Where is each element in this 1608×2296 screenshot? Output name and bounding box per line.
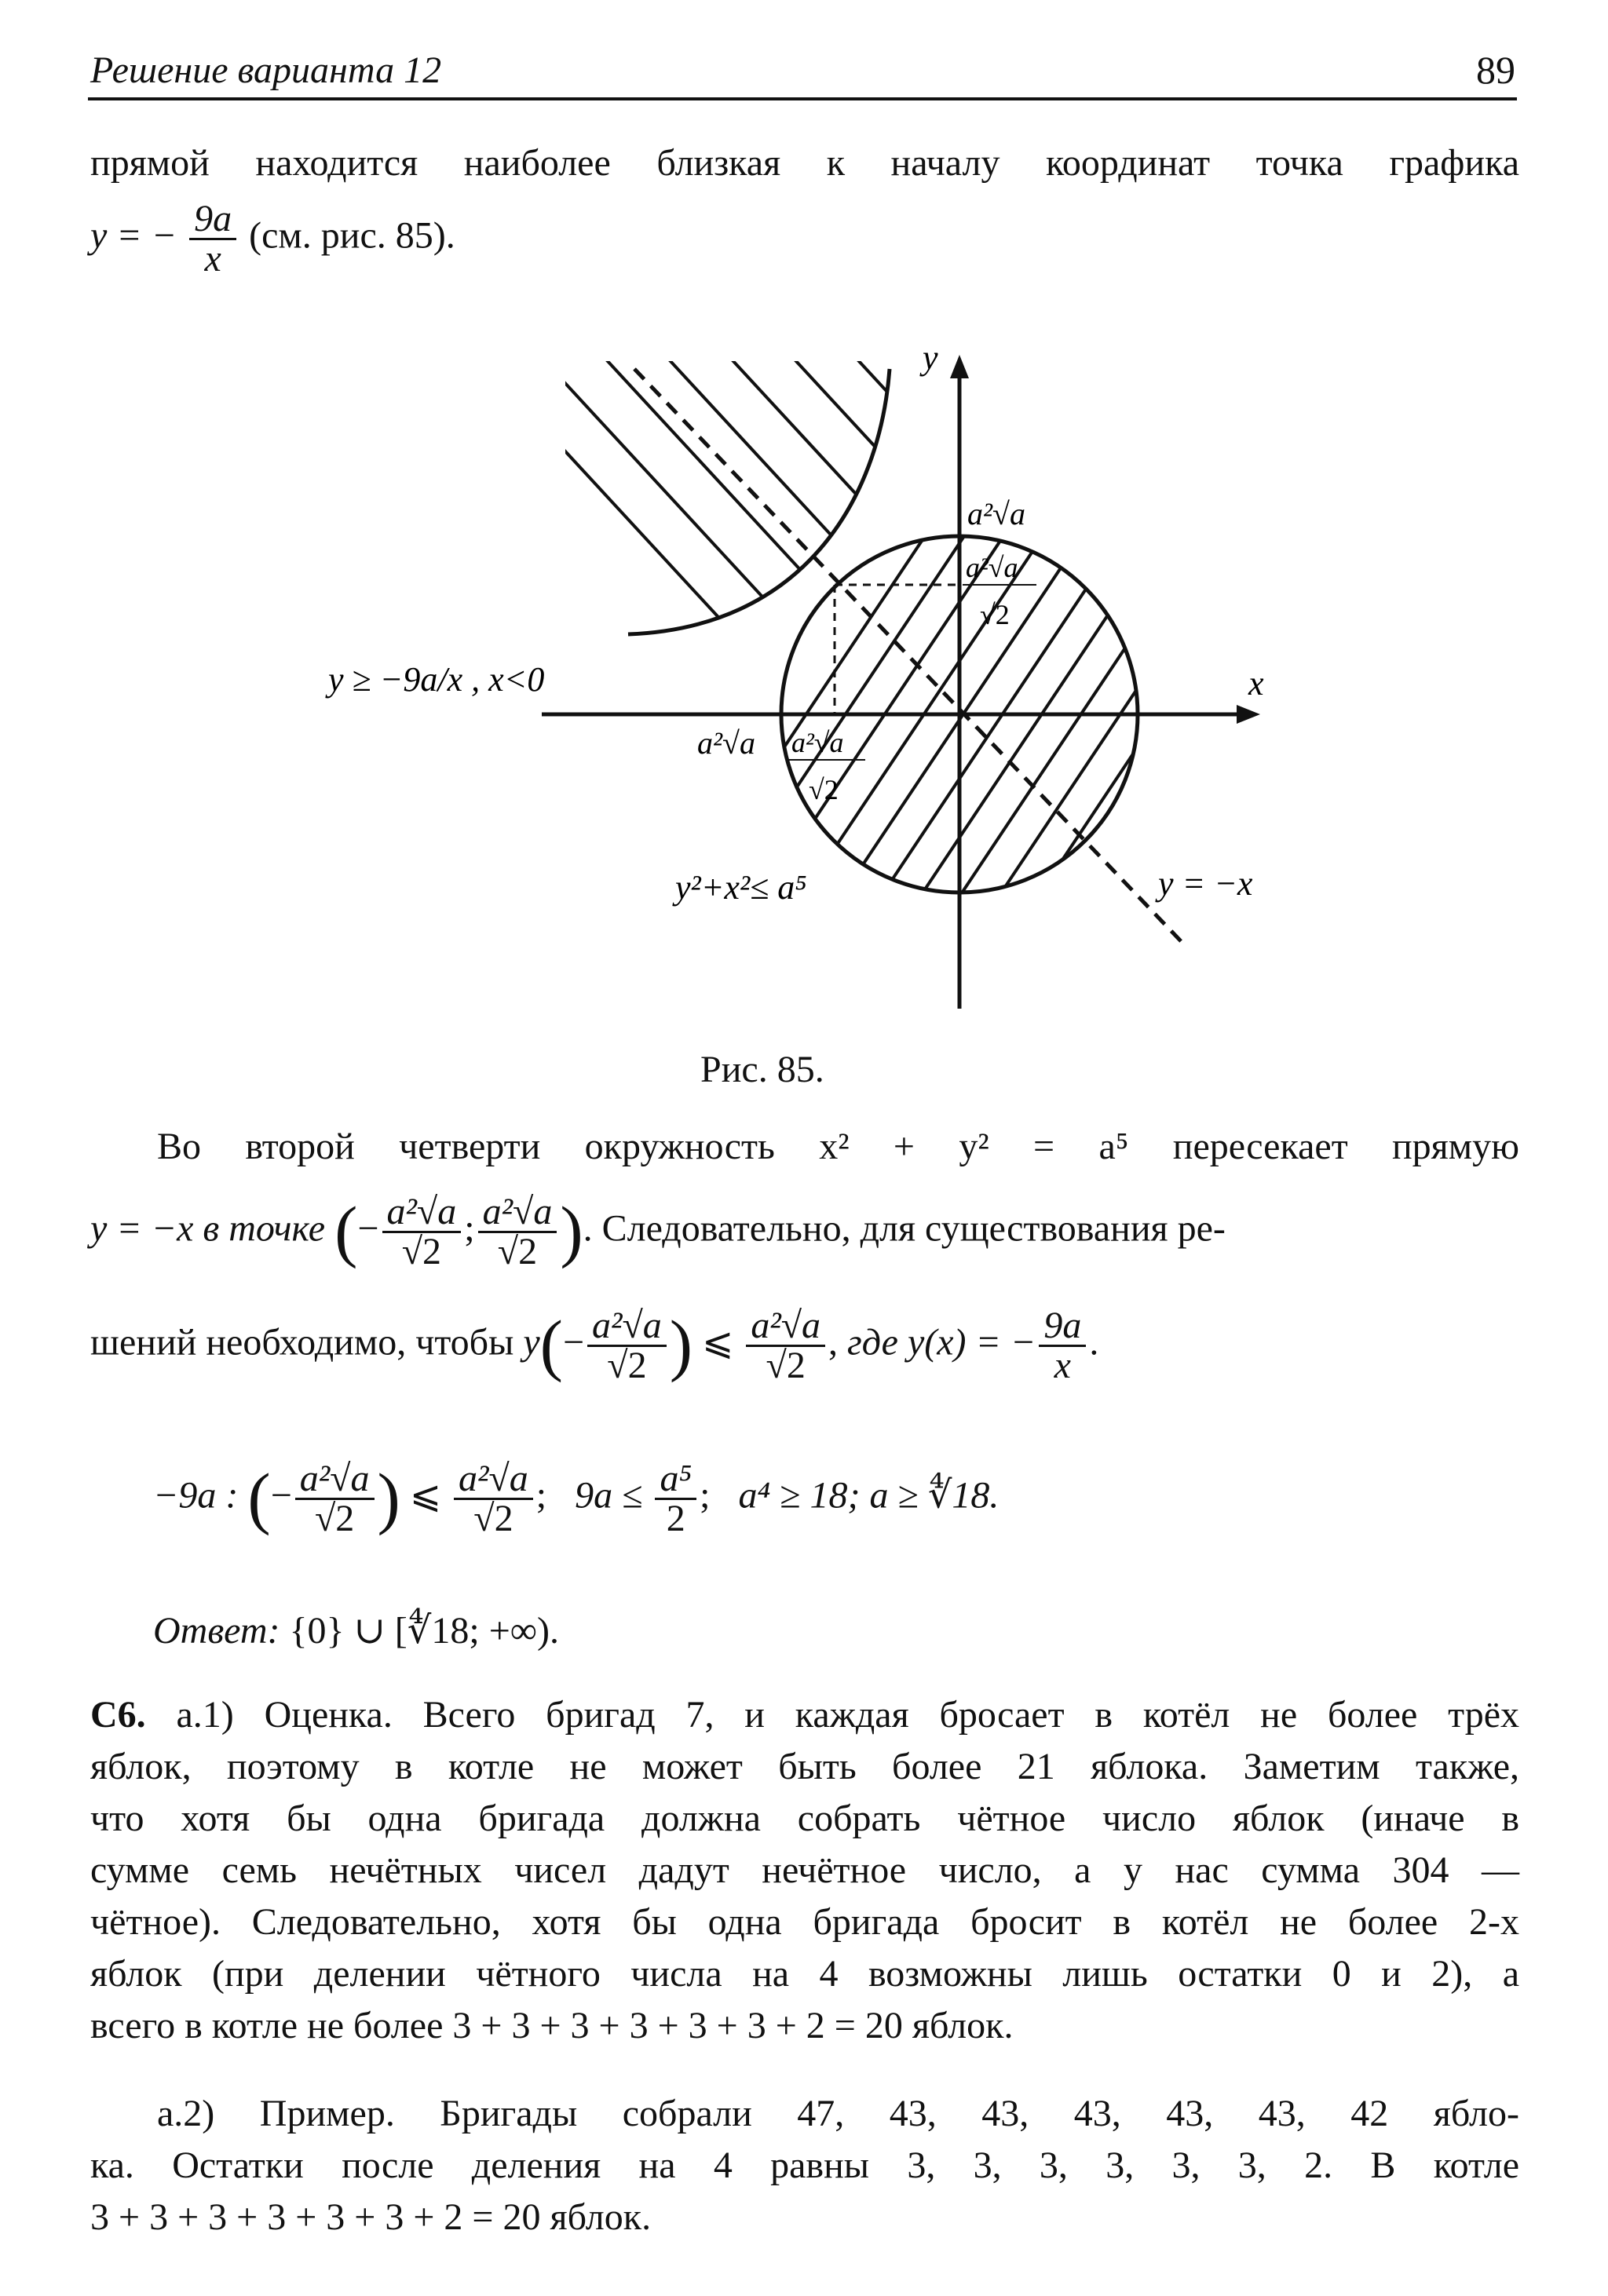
p1-line-2-b: Следовательно, для существования ре- xyxy=(601,1207,1226,1250)
frac-cond-rhs-den: √2 xyxy=(766,1345,806,1386)
formula-frac3-den: 2 xyxy=(666,1498,685,1539)
x-axis-arrow xyxy=(1237,705,1260,724)
c6-line-5: чётное). Следовательно, хотя бы одна бригада бросит в котёл не более 2-х xyxy=(90,1901,1519,1943)
formula-frac3-num: a⁵ xyxy=(655,1460,696,1500)
frac-yx-den: x xyxy=(1054,1345,1071,1386)
running-header-title: Решение варианта 12 xyxy=(90,49,442,91)
formula-c: a⁴ ≥ 18; a ≥ ∜18. xyxy=(738,1474,1000,1517)
frac-point-x-den: √2 xyxy=(401,1231,442,1272)
label-point-x-den: √2 xyxy=(809,774,839,805)
label-radius-top: a²√a xyxy=(967,496,1025,531)
answer-value: {0} ∪ [∜18; +∞). xyxy=(289,1610,559,1652)
c6-line-7: всего в котле не более 3 + 3 + 3 + 3 + 3 + 3 + 2 = 20 яблок. xyxy=(90,2005,1014,2046)
intro-frac-den: x xyxy=(204,238,221,279)
y-axis-arrow xyxy=(950,355,969,378)
formula-frac2-num: a²√a xyxy=(454,1460,533,1500)
paren-close: ) xyxy=(560,1193,583,1270)
display-formula: −9a : (− $\frac{\text{a²√a}}{√2}$ ) ⩽ $\frac{\text{a²√a}}{√2}$ ; 9a ≤ $\frac{\text{a⁵}}{2}$ ; a⁴ ≥ 18; a ≥ ∜18. xyxy=(153,1458,1000,1539)
formula-frac1-den: √2 xyxy=(314,1498,355,1539)
frac-point-x-num: a²√a xyxy=(382,1193,462,1233)
label-y-axis: y xyxy=(923,338,938,377)
c6-label: С6. xyxy=(90,1694,146,1736)
a2-line-3: 3 + 3 + 3 + 3 + 3 + 3 + 2 = 20 яблок. xyxy=(90,2196,652,2238)
frac-point-x xyxy=(382,1193,462,1271)
frac-point-y-den: √2 xyxy=(497,1231,538,1272)
a2-line-2: ка. Остатки после деления на 4 равны 3, 3, 3, 3, 3, 3, 2. В котле xyxy=(90,2145,1519,2186)
c6-line-1-text: а.1) Оценка. Всего бригад 7, и каждая бросает в котёл не более трёх xyxy=(176,1694,1519,1736)
label-point-x-num: a²√a xyxy=(791,727,844,758)
p1-line-3-b: где y(x) = − xyxy=(847,1321,1036,1363)
intro-ref: (см. рис. 85). xyxy=(249,214,455,257)
label-point-y-den: √2 xyxy=(980,599,1010,630)
c6-line-6: яблок (при делении чётного числа на 4 возможны лишь остатки 0 и 2), а xyxy=(90,1953,1519,1995)
label-circle-region: y²+x²≤ a⁵ xyxy=(675,868,807,907)
figure-85 xyxy=(0,0,1608,1036)
frac-point-y xyxy=(478,1193,557,1271)
c6-line-4: сумме семь нечётных чисел дадут нечётное число, а у нас сумма 304 — xyxy=(90,1849,1519,1891)
label-radius-left: a²√a xyxy=(697,725,755,761)
frac-yx-num: 9a xyxy=(1039,1307,1086,1347)
label-x-axis: x xyxy=(1248,664,1264,703)
paren-open: ( xyxy=(334,1193,358,1270)
formula-frac1-num: a²√a xyxy=(295,1460,375,1500)
hyperbola-hatching xyxy=(424,298,1178,706)
p1-line-1: Во второй четверти окружность x² + y² = a⁵ пересекает прямую xyxy=(157,1126,1519,1167)
label-line: y = −x xyxy=(1158,864,1253,903)
frac-cond-rhs-num: a²√a xyxy=(746,1307,825,1347)
intro-line-1: прямой находится наиболее близкая к началу координат точка графика xyxy=(90,142,1519,184)
p1-line-2-a: y = −x в точке xyxy=(90,1207,326,1250)
formula-frac2-den: √2 xyxy=(473,1498,513,1539)
frac-cond-arg-den: √2 xyxy=(607,1345,647,1386)
answer-label: Ответ: xyxy=(153,1610,280,1652)
a2-line-1: а.2) Пример. Бригады собрали 47, 43, 43, 43, 43, 43, 42 ябло- xyxy=(157,2093,1519,2134)
intro-y-eq: y = − xyxy=(90,214,177,257)
frac-cond-arg-num: a²√a xyxy=(587,1307,667,1347)
page-number: 89 xyxy=(1476,48,1515,92)
p1-line-3-a: шений необходимо, чтобы xyxy=(90,1321,514,1363)
p1-line-2: y = −x в точке (− $\frac{\text{a²√a}}{√2}$ ; $\frac{\text{a²√a}}{√2}$ ). Следовательно, для существования ре- xyxy=(90,1191,1226,1272)
c6-line-3: что хотя бы одна бригада должна собрать чётное число яблок (иначе в xyxy=(90,1798,1519,1839)
formula-a: −9a : xyxy=(153,1474,239,1517)
frac-point-y-num: a²√a xyxy=(478,1193,557,1233)
p1-line-3: шений необходимо, чтобы y(− $\frac{\text{a²√a}}{√2}$ ) ⩽ $\frac{\text{a²√a}}{√2}$ , где y(x) = − $\frac{9a}{x}$ . xyxy=(90,1305,1099,1386)
c6-line-1 xyxy=(90,1689,1519,1741)
label-point-y-num: a²√a xyxy=(966,552,1018,583)
formula-b: 9a ≤ xyxy=(575,1474,643,1517)
intro-frac-num: 9a xyxy=(189,200,236,240)
figure-caption: Рис. 85. xyxy=(700,1049,824,1090)
label-hyperbola-region: y ≥ −9a/x , x<0 xyxy=(328,660,545,699)
c6-line-2: яблок, поэтому в котле не может быть более 21 яблока. Заметим также, xyxy=(90,1746,1519,1787)
answer-line xyxy=(153,1605,559,1657)
